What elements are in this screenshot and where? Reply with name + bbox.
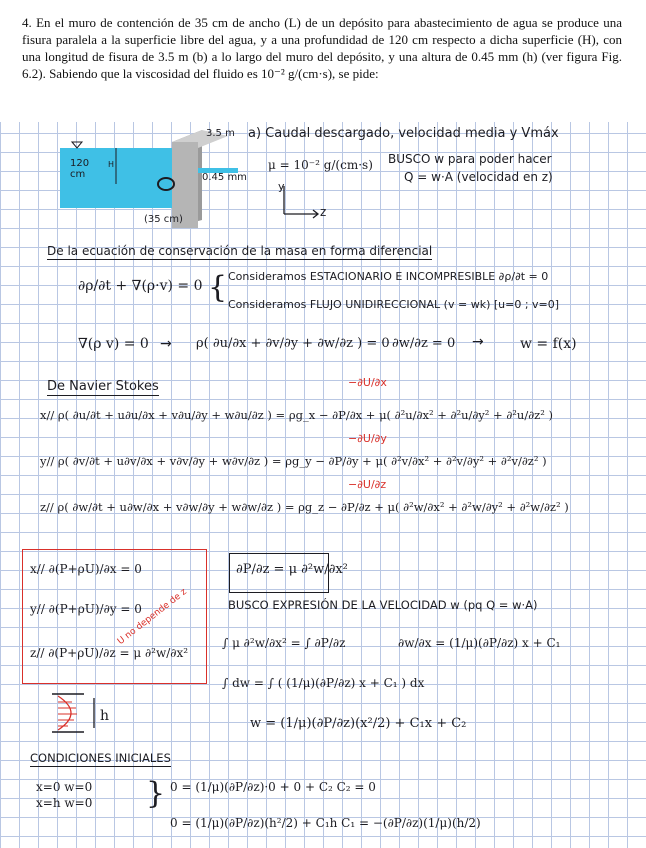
problem-number: 4. [22,15,32,30]
fig-label-H: H [108,160,115,169]
bc-brace: } [146,776,166,811]
fig-label-wall: (35 cm) [144,214,183,225]
problem-text [22,14,622,82]
bc-equation-1: 0 = (1/μ)(∂P/∂z)·0 + 0 + C₂ C₂ = 0 [170,780,376,794]
profile-h-label: h [100,708,110,724]
divergence-eq: ∇(ρ v) = 0 [78,336,149,352]
section-bc-title: CONDICIONES INICIALES [30,751,171,765]
continuity-equation: ∂ρ/∂t + ∇(ρ·v) = 0 [78,278,203,294]
arrow-2: → [472,334,484,350]
no-depende-note: U no depende de z [115,586,189,648]
annotation-x: −∂U/∂x [348,376,387,389]
box-z-eq: z// ∂(P+ρU)/∂z = μ ∂²w/∂x² [30,646,189,660]
box-y-eq: y// ∂(P+ρU)/∂y = 0 [30,602,142,616]
axis-sketch [266,178,326,228]
fig-label-h: 0.45 mm [202,172,247,183]
problem-statement [0,0,646,122]
fig-label-b: 3.5 m [206,128,235,139]
section-ns-title: De Navier Stokes [47,379,159,394]
problem-body: En el muro de contención de 35 cm de ancho (L) de un depósito para abastecimiento de agua se produce una fisura paralela a la superficie libre del agua, y a una profundidad de 120 cm respecto a dicha superficie (H), con una longitud de fisura de 3.5 m (b) a lo largo del muro del depósito, y una altura de 0.45 mm (h) (ver figura Fig. 6.2). Sabiendo que la viscosidad del fluido es 10⁻² g/(cm·s), se pide: [22,15,622,81]
bc-equation-2: 0 = (1/μ)(∂P/∂z)(h²/2) + C₁h C₁ = −(∂P/∂z)(1/μ)(h/2) [170,816,481,830]
bc-2: x=h w=0 [36,796,93,810]
velocity-profile-sketch [44,688,104,740]
w-solution: w = (1/μ)(∂P/∂z)(x²/2) + C₁x + C₂ [250,716,467,731]
busco-line2: Q = w·A (velocidad en z) [404,170,553,184]
arrow-1: → [160,336,172,352]
key-equation: ∂P/∂z = μ ∂²w/∂x² [236,562,348,577]
integral-1-right: ∂w/∂x = (1/μ)(∂P/∂z) x + C₁ [398,636,561,650]
assumption-1: Consideramos ESTACIONARIO E INCOMPRESIBLE ∂ρ/∂t = 0 [228,270,549,283]
ns-y-equation: y// ρ( ∂v/∂t + u∂v/∂x + v∂v/∂y + w∂v/∂z ) = ρg_y − ∂P/∂y + μ( ∂²v/∂x² + ∂²v/∂y² + ∂²v/∂z² ) [40,454,547,468]
annotation-y: −∂U/∂y [348,432,387,445]
bc-1: x=0 w=0 [36,780,93,794]
assumption-2: Consideramos FLUJO UNIDIRECCIONAL (v = wk) [u=0 ; v=0] [228,298,560,311]
tank-figure [52,128,247,230]
part-a-heading: a) Caudal descargado, velocidad media y Vmáx [248,126,559,141]
assumption-brace: { [208,270,228,305]
dw-dz-zero: ∂w/∂z = 0 [392,336,456,351]
axis-z-label: z [320,205,327,219]
busco-expression: BUSCO EXPRESIÓN DE LA VELOCIDAD w (pq Q = w·A) [228,598,538,612]
w-function: w = f(x) [520,336,577,352]
divergence-expanded: ρ( ∂u/∂x + ∂v/∂y + ∂w/∂z ) = 0 [196,336,390,351]
section-mass-title: De la ecuación de conservación de la masa en forma diferencial [47,244,433,258]
annotation-z: −∂U/∂z [348,478,387,491]
mu-value: μ = 10⁻² g/(cm·s) [268,158,373,172]
ns-x-equation: x// ρ( ∂u/∂t + u∂u/∂x + v∂u/∂y + w∂u/∂z ) = ρg_x − ∂P/∂x + μ( ∂²u/∂x² + ∂²u/∂y² + ∂²u/∂z² ) [40,408,553,422]
busco-line1: BUSCO w para poder hacer [388,152,552,166]
ns-z-equation: z// ρ( ∂w/∂t + u∂w/∂x + v∂w/∂y + w∂w/∂z ) = ρg_z − ∂P/∂z + μ( ∂²w/∂x² + ∂²w/∂y² + ∂²w/∂z² ) [40,500,569,514]
axis-y-label: y [278,180,285,193]
fig-label-depth: 120 cm [70,158,90,180]
integral-2: ∫ dw = ∫ ( (1/μ)(∂P/∂z) x + C₁ ) dx [222,676,425,690]
box-x-eq: x// ∂(P+ρU)/∂x = 0 [30,562,142,576]
integral-1-left: ∫ μ ∂²w/∂x² = ∫ ∂P/∂z [222,636,346,650]
